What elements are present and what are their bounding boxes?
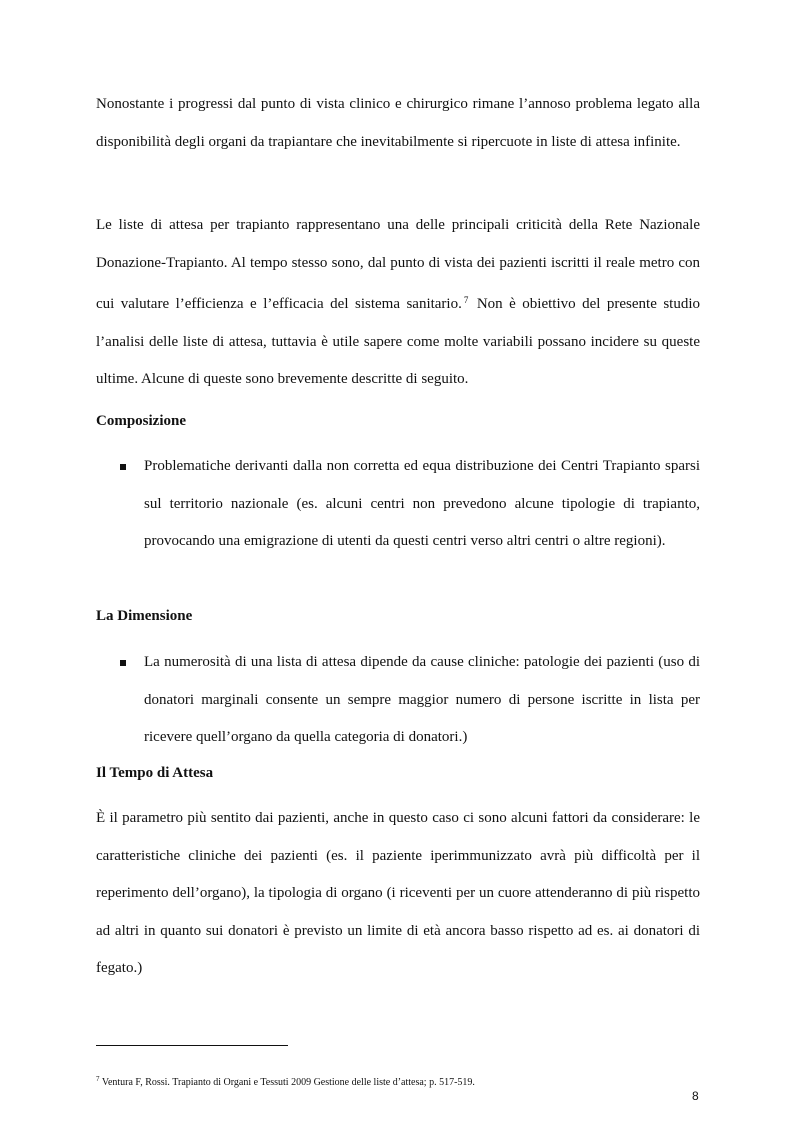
list-item-text: Problematiche derivanti dalla non corretta ed equa distribuzione dei Centri Trapianto sparsi sul territorio nazionale (es. alcuni centri non prevedono alcune tipologie di trapianto, provocando una emigrazione di utenti da questi centri verso altri centri o altre regioni). [144, 458, 700, 549]
square-bullet-icon [120, 464, 126, 470]
footnote-text: Ventura F, Rossi. Trapianto di Organi e Tessuti 2009 Gestione delle liste d’attesa; p. 517-519. [101, 1077, 475, 1088]
footnote-marker: 7 [96, 1075, 100, 1083]
paragraph-tempo-di-attesa: È il parametro più sentito dai pazienti, anche in questo caso ci sono alcuni fattori da considerare: le caratteristiche cliniche dei pazienti (es. il paziente iperimmunizzato avrà più difficoltà per il reperimento dell’organo), la tipologia di organo (i riceventi per un cuore attenderanno di più rispetto ad altri in quanto sui donatori è previsto un limite di età ancora basso rispetto ad es. ai donatori di fegato.) [96, 810, 700, 976]
square-bullet-icon [120, 660, 126, 666]
paragraph-text-before-ref: Le liste di attesa per trapianto rappresentano una delle principali criticità della Rete Nazionale Donazione-Trapianto. Al tempo stesso sono, dal punto di vista dei pazienti iscritti il reale metro con cui valutare l’efficienza e l’efficacia del sistema sanitario. [96, 217, 700, 312]
list-item [96, 644, 700, 757]
heading-dimensione: La Dimensione [96, 608, 193, 624]
footnote-reference[interactable]: 7 [463, 295, 469, 305]
bullet-list-composizione [96, 448, 700, 561]
list-item [96, 448, 700, 561]
paragraph-text-after-ref: Non è obiettivo del presente studio l’analisi delle liste di attesa, tuttavia è utile sapere come molte variabili possano incidere su queste ultime. Alcune di queste sono brevemente descritte di seguito. [96, 296, 701, 387]
list-item-text: La numerosità di una lista di attesa dipende da cause cliniche: patologie dei pazienti (uso di donatori marginali consente un sempre maggior numero di persone iscritte in lista per ricevere quell’organo da quella categoria di donatori.) [144, 654, 700, 745]
page-number: 8 [692, 1089, 699, 1103]
paragraph-waiting-lists [96, 207, 700, 399]
footnote [96, 1072, 475, 1090]
bullet-list-dimensione [96, 644, 700, 757]
heading-composizione: Composizione [96, 413, 186, 429]
footnote-separator [96, 1045, 288, 1046]
heading-tempo-di-attesa: Il Tempo di Attesa [96, 765, 214, 781]
paragraph-intro: Nonostante i progressi dal punto di vista clinico e chirurgico rimane l’annoso problema legato alla disponibilità degli organi da trapiantare che inevitabilmente si ripercuote in liste di attesa infinite. [96, 96, 700, 150]
